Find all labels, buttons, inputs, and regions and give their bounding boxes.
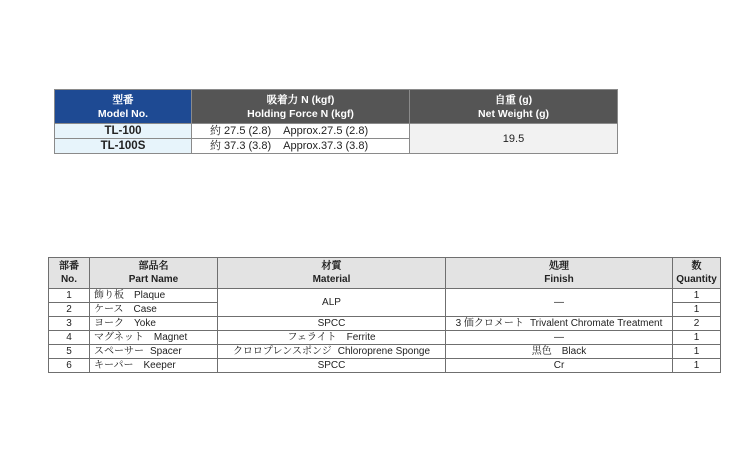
table-row (49, 317, 721, 331)
part-name (90, 303, 218, 317)
quantity-header-jp: 数 (691, 261, 702, 272)
holding-force (192, 124, 410, 139)
part-name-jp: マグネット (94, 332, 144, 343)
finish-jp: 黒色 (531, 346, 552, 357)
holding-force (192, 139, 410, 154)
finish-cell: Cr (446, 359, 673, 373)
part-name-en: Keeper (143, 360, 176, 371)
part-name-header-en: Part Name (128, 274, 179, 285)
material-cell (218, 331, 446, 345)
finish-cell: — (446, 289, 673, 317)
model-header-jp: 型番 (112, 93, 134, 106)
table-row (49, 289, 721, 303)
material-cell: ALP (218, 289, 446, 317)
spec-row (55, 124, 618, 139)
material-jp: クロロプレンスポンジ (232, 346, 332, 357)
quantity-header-en: Quantity (676, 274, 717, 285)
part-number: 5 (49, 345, 90, 359)
part-name-en: Magnet (153, 332, 188, 343)
material-header-jp: 材質 (321, 261, 342, 272)
holding-force-jp: 約 37.3 (3.8) (210, 140, 272, 152)
part-number: 4 (49, 331, 90, 345)
part-name-jp: キーパー (94, 360, 134, 371)
material-cell: SPCC (218, 317, 446, 331)
finish-cell (446, 345, 673, 359)
force-header (192, 90, 410, 124)
material-en: Chloroprene Sponge (337, 346, 431, 357)
finish-header-en: Finish (544, 274, 574, 285)
force-header-jp: 吸着力 N (kgf) (266, 93, 335, 106)
holding-force-en: Approx.27.5 (2.8) (283, 125, 369, 137)
no-header (49, 258, 90, 289)
part-name (90, 289, 218, 303)
spec-header-row (55, 90, 618, 124)
no-header-en: No. (60, 274, 78, 285)
quantity-cell: 1 (673, 303, 721, 317)
part-number: 6 (49, 359, 90, 373)
spec-table (54, 89, 618, 154)
finish-cell: — (446, 331, 673, 345)
quantity-cell: 1 (673, 359, 721, 373)
part-name-en: Case (133, 304, 157, 315)
quantity-cell: 1 (673, 331, 721, 345)
holding-force-jp: 約 27.5 (2.8) (210, 125, 272, 137)
finish-jp: 3 価クロメート (455, 318, 524, 329)
part-name-jp: ヨーク (94, 318, 124, 329)
model-number: TL-100 (55, 124, 192, 139)
part-name (90, 359, 218, 373)
model-header-en: Model No. (97, 107, 149, 120)
holding-force-en: Approx.37.3 (3.8) (283, 140, 369, 152)
material-header (218, 258, 446, 289)
part-number: 1 (49, 289, 90, 303)
part-name-header-jp: 部品名 (138, 261, 169, 272)
part-name (90, 331, 218, 345)
weight-header-en: Net Weight (g) (478, 107, 549, 120)
material-jp: フェライト (287, 332, 337, 343)
part-name-en: Plaque (134, 290, 166, 301)
part-name-jp: ケース (94, 304, 124, 315)
finish-header-jp: 処理 (549, 261, 569, 272)
weight-header (410, 90, 618, 124)
quantity-cell: 1 (673, 289, 721, 303)
net-weight: 19.5 (410, 124, 618, 154)
table-row (49, 345, 721, 359)
table-row (49, 331, 721, 345)
quantity-cell: 1 (673, 345, 721, 359)
material-en: Ferrite (346, 332, 376, 343)
parts-table (48, 257, 721, 373)
part-number: 2 (49, 303, 90, 317)
finish-en: Black (561, 346, 587, 357)
force-header-en: Holding Force N (kgf) (247, 107, 354, 120)
part-name (90, 317, 218, 331)
part-name-jp: スペーサー (94, 346, 144, 357)
part-name-en: Spacer (150, 346, 182, 357)
material-cell: SPCC (218, 359, 446, 373)
parts-header-row (49, 258, 721, 289)
part-name-en: Yoke (134, 318, 156, 329)
weight-header-jp: 自重 (g) (494, 93, 533, 106)
material-cell (218, 345, 446, 359)
part-name-header (90, 258, 218, 289)
model-number: TL-100S (55, 139, 192, 154)
quantity-header (673, 258, 721, 289)
part-name (90, 345, 218, 359)
part-number: 3 (49, 317, 90, 331)
table-row (49, 359, 721, 373)
material-header-en: Material (312, 274, 351, 285)
finish-cell (446, 317, 673, 331)
no-header-jp: 部番 (59, 261, 79, 272)
finish-header (446, 258, 673, 289)
part-name-jp: 飾り板 (94, 290, 124, 301)
model-header (55, 90, 192, 124)
finish-en: Trivalent Chromate Treatment (529, 318, 663, 329)
quantity-cell: 2 (673, 317, 721, 331)
